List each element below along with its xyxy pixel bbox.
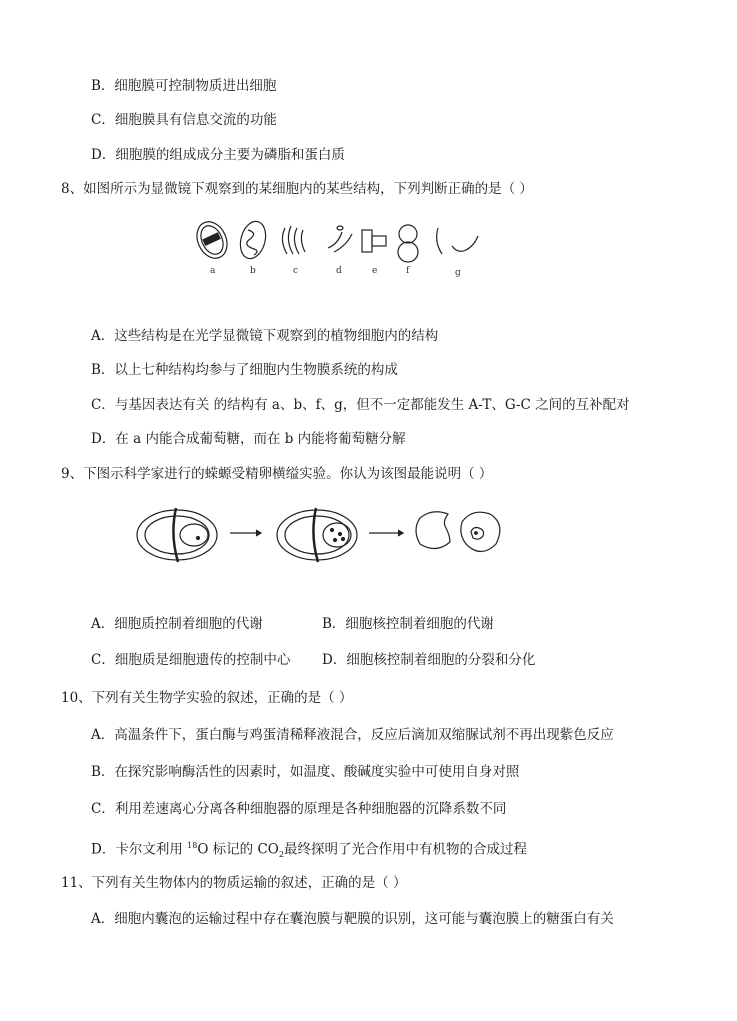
q10-option-d-pre: D．卡尔文利用: [91, 841, 188, 858]
organelle-f: [399, 225, 417, 243]
organelle-e-centriole: [362, 230, 372, 252]
half-without-nucleus: [416, 512, 450, 549]
q8-stem: 8、如图所示为显微镜下观察到的某细胞内的某些结构，下列判断正确的是（ ）: [61, 181, 533, 197]
organelle-c-golgi: [282, 228, 287, 254]
organelle-g: [437, 228, 442, 254]
label-c: c: [293, 266, 299, 276]
half-with-nucleus: [461, 512, 500, 551]
q9-option-d: D．细胞核控制着细胞的分裂和分化: [322, 652, 536, 668]
egg-2: [277, 510, 357, 560]
q10-option-d-post: 最终探明了光合作用中有机物的合成过程: [283, 841, 527, 858]
q10-option-c: C．利用差速离心分离各种细胞器的原理是各种细胞器的沉降系数不同: [91, 801, 507, 817]
q10-option-a: A．高温条件下，蛋白酶与鸡蛋清稀释液混合，反应后滴加双缩脲试剂不再出现紫色反应: [91, 727, 614, 743]
q11-stem: 11、下列有关生物体内的物质运输的叙述，正确的是（ ）: [61, 875, 407, 891]
q8-option-b: B．以上七种结构均参与了细胞内生物膜系统的构成: [91, 362, 398, 378]
label-g: g: [455, 268, 461, 278]
label-d: d: [336, 266, 342, 276]
q7-option-b: B．细胞膜可控制物质进出细胞: [91, 78, 277, 94]
q8-option-c: C．与基因表达有关 的结构有 a、b、f、g，但不一定都能发生 A-T、G-C 之间的互补配对: [91, 397, 630, 413]
label-b: b: [250, 266, 256, 276]
q9-egg-ligation-figure: [132, 500, 512, 570]
q11-option-a: A．细胞内囊泡的运输过程中存在囊泡膜与靶膜的识别，这可能与囊泡膜上的糖蛋白有关: [91, 911, 614, 927]
label-a: a: [210, 266, 216, 276]
q10-option-d: [91, 837, 527, 864]
q9-stem: 9、下图示科学家进行的蝾螈受精卵横缢实验。你认为该图最能说明（ ）: [61, 466, 493, 482]
q9-option-b: B．细胞核控制着细胞的代谢: [322, 616, 494, 632]
q9-option-c: C．细胞质是细胞遗传的控制中心: [91, 652, 291, 668]
q8-option-a: A．这些结构是在光学显微镜下观察到的植物细胞内的结构: [91, 328, 439, 344]
organelle-b-mitochondrion: [236, 219, 269, 262]
q7-option-c: C．细胞膜具有信息交流的功能: [91, 112, 277, 128]
q10-option-d-mid: O 标记的 CO: [197, 841, 279, 858]
q8-organelle-figure: [190, 216, 490, 278]
q7-option-d: D．细胞膜的组成成分主要为磷脂和蛋白质: [91, 147, 345, 163]
organelle-d-er: [328, 232, 342, 248]
q10-option-b: B．在探究影响酶活性的因素时，如温度、酸碱度实验中可使用自身对照: [91, 764, 520, 780]
isotope-superscript: 18: [187, 841, 198, 850]
co2-subscript: 2: [278, 850, 284, 860]
label-f: f: [406, 266, 410, 276]
q8-option-d: D．在 a 内能合成葡萄糖，而在 b 内能将葡萄糖分解: [91, 431, 406, 447]
egg-1: [137, 510, 217, 560]
q10-stem: 10、下列有关生物学实验的叙述，正确的是（ ）: [61, 690, 353, 706]
q9-option-a: A．细胞质控制着细胞的代谢: [91, 616, 263, 632]
label-e: e: [372, 266, 378, 276]
